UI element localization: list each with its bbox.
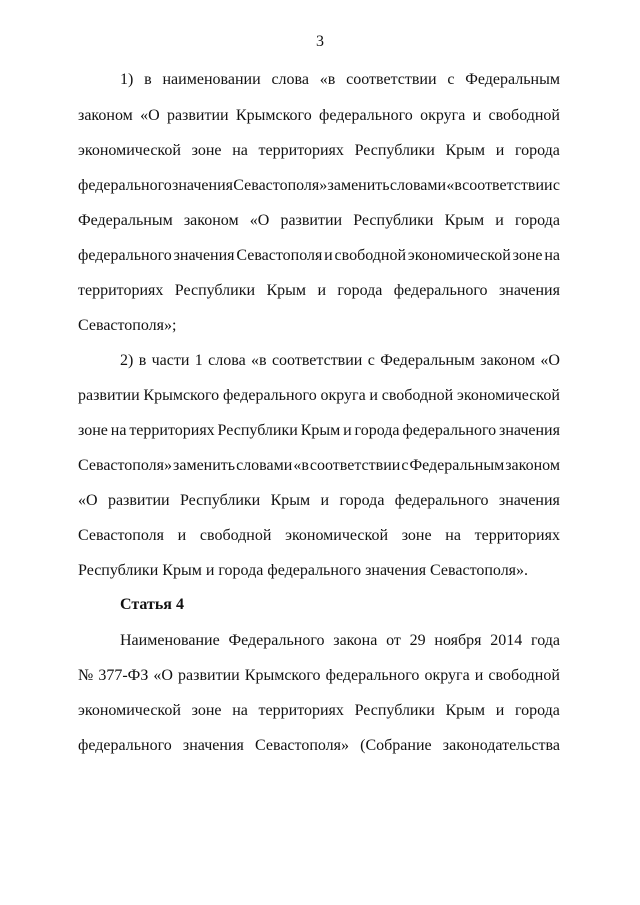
word: соответствии: [309, 457, 401, 474]
paragraph-1-line-6: [78, 246, 560, 266]
word: зоне: [191, 142, 222, 159]
word: Крымского: [143, 387, 220, 404]
word: и: [495, 142, 505, 159]
word: города: [354, 422, 400, 439]
word: на: [232, 142, 248, 159]
word: в: [138, 352, 147, 369]
word: города: [514, 212, 560, 229]
word: на: [232, 702, 248, 719]
word: заменить: [327, 177, 390, 194]
word: 2): [120, 352, 134, 369]
word: наименовании: [162, 71, 261, 88]
word: Федерального: [228, 632, 325, 649]
word: на: [445, 527, 461, 544]
word: №: [78, 667, 94, 684]
word: слова: [208, 352, 246, 369]
word: в: [144, 71, 152, 88]
word: и: [317, 282, 326, 299]
paragraph-2-line-4: [78, 456, 560, 476]
word: Крым: [300, 422, 341, 439]
word: зоне: [401, 527, 432, 544]
paragraph-2-line-1: [120, 351, 560, 371]
word: федерального: [78, 247, 172, 264]
word: «в: [319, 71, 336, 88]
word: территориях: [258, 142, 344, 159]
word: свободной: [381, 387, 454, 404]
word: (Собрание: [360, 737, 432, 754]
word: и: [474, 667, 484, 684]
word: Крым: [445, 142, 486, 159]
word: экономической: [285, 527, 389, 544]
word: «О: [78, 492, 98, 509]
word: «О: [540, 352, 560, 369]
word: экономической: [407, 247, 511, 264]
paragraph-1-line-8: Севастополя»;: [78, 317, 177, 334]
word: Республики: [174, 282, 256, 299]
word: экономической: [78, 702, 181, 719]
article-heading: Статья 4: [120, 596, 184, 613]
word: города: [514, 142, 560, 159]
word: «в: [293, 457, 309, 474]
word: округа: [320, 387, 366, 404]
word: на: [110, 422, 127, 439]
word: Севастополя: [236, 247, 323, 264]
article-line-3: [78, 701, 560, 721]
word: Крым: [444, 212, 485, 229]
word: Севастополя: [78, 527, 164, 544]
word: города: [514, 702, 560, 719]
word: Севастополя»: [255, 737, 350, 754]
word: Наименование: [120, 632, 220, 649]
word: 29: [409, 632, 426, 649]
word: развитии: [280, 212, 343, 229]
word: Севастополя»: [78, 457, 172, 474]
word: Федеральным: [465, 71, 560, 88]
word: свободной: [199, 527, 272, 544]
word: и: [343, 422, 352, 439]
word: территориях: [474, 527, 560, 544]
word: развитии: [107, 492, 170, 509]
word: развитии: [166, 107, 229, 124]
word: экономической: [456, 387, 560, 404]
word: федерального: [402, 422, 497, 439]
word: «О: [153, 667, 173, 684]
word: Республики: [354, 702, 435, 719]
word: федерального: [319, 107, 413, 124]
word: Федеральным: [78, 212, 173, 229]
word: «в: [446, 177, 462, 194]
word: федерального: [78, 737, 172, 754]
word: года: [531, 632, 560, 649]
word: Республики: [217, 422, 298, 439]
paragraph-1-line-3: [78, 141, 560, 161]
word: значения: [172, 177, 233, 194]
word: и: [472, 107, 482, 124]
word: и: [369, 387, 378, 404]
word: зоне: [78, 422, 108, 439]
word: значения: [173, 247, 235, 264]
word: федерального: [394, 492, 489, 509]
paragraph-1-line-1: [120, 70, 560, 90]
word: законом: [78, 107, 133, 124]
word: словами: [389, 177, 447, 194]
word: Федеральным: [409, 457, 505, 474]
word: от: [386, 632, 401, 649]
word: словами: [236, 457, 293, 474]
word: и: [324, 247, 333, 264]
word: Севастополя»: [233, 177, 328, 194]
word: законом: [480, 352, 536, 369]
word: Крым: [266, 282, 307, 299]
article-line-1: [120, 631, 560, 651]
word: и: [495, 702, 505, 719]
word: соответствии: [462, 177, 553, 194]
word: с: [552, 177, 560, 194]
word: слова: [271, 71, 309, 88]
paragraph-1-line-7: [78, 281, 560, 301]
paragraph-2-line-6: [78, 526, 560, 546]
word: и: [320, 492, 330, 509]
word: федерального: [222, 387, 317, 404]
word: Республики: [354, 142, 435, 159]
article-line-2: [78, 666, 560, 686]
page-number: 3: [316, 33, 324, 50]
paragraph-2-line-7: Республики Крым и города федерального значения Севастополя».: [78, 562, 529, 579]
article-line-4: [78, 736, 560, 756]
word: Республики: [179, 492, 261, 509]
word: свободной: [488, 107, 560, 124]
word: 377-ФЗ: [98, 667, 149, 684]
word: свободной: [334, 247, 407, 264]
word: Крымского: [235, 107, 312, 124]
word: Крым: [445, 702, 486, 719]
word: законом: [505, 457, 560, 474]
word: Федеральным: [380, 352, 475, 369]
word: «О: [249, 212, 270, 229]
word: с: [367, 352, 375, 369]
word: соответствии: [271, 352, 363, 369]
paragraph-1-line-2: [78, 106, 560, 126]
word: округа: [424, 667, 470, 684]
word: законом: [183, 212, 239, 229]
word: города: [337, 282, 383, 299]
word: на: [544, 247, 560, 264]
word: значения: [182, 737, 244, 754]
word: «в: [251, 352, 267, 369]
paragraph-2-line-5: [78, 491, 560, 511]
word: города: [339, 492, 385, 509]
word: 1: [194, 352, 203, 369]
word: зоне: [191, 702, 222, 719]
word: территориях: [78, 282, 164, 299]
word: 2014: [490, 632, 523, 649]
word: и: [495, 212, 504, 229]
word: территориях: [129, 422, 215, 439]
word: законодательства: [442, 737, 560, 754]
paragraph-2-line-2: [78, 386, 560, 406]
word: значения: [498, 282, 560, 299]
word: федерального: [393, 282, 488, 299]
word: экономической: [78, 142, 181, 159]
word: и: [177, 527, 187, 544]
word: значения: [498, 492, 560, 509]
word: с: [401, 457, 409, 474]
paragraph-2-line-3: [78, 421, 560, 441]
word: федерального: [325, 667, 420, 684]
word: 1): [120, 71, 134, 88]
word: с: [447, 71, 455, 88]
paragraph-1-line-4: [78, 176, 560, 196]
word: федерального: [78, 177, 172, 194]
word: свободной: [488, 667, 560, 684]
word: Республики: [353, 212, 434, 229]
word: округа: [420, 107, 466, 124]
word: соответствии: [346, 71, 437, 88]
word: Крым: [270, 492, 311, 509]
word: закона: [333, 632, 378, 649]
word: территориях: [258, 702, 344, 719]
word: зоне: [512, 247, 543, 264]
word: развитии: [178, 667, 240, 684]
word: ноября: [434, 632, 482, 649]
word: «О: [140, 107, 160, 124]
word: части: [151, 352, 190, 369]
word: Крымского: [244, 667, 321, 684]
paragraph-1-line-5: [78, 211, 560, 231]
word: развитии: [78, 387, 140, 404]
word: заменить: [173, 457, 236, 474]
word: значения: [499, 422, 560, 439]
